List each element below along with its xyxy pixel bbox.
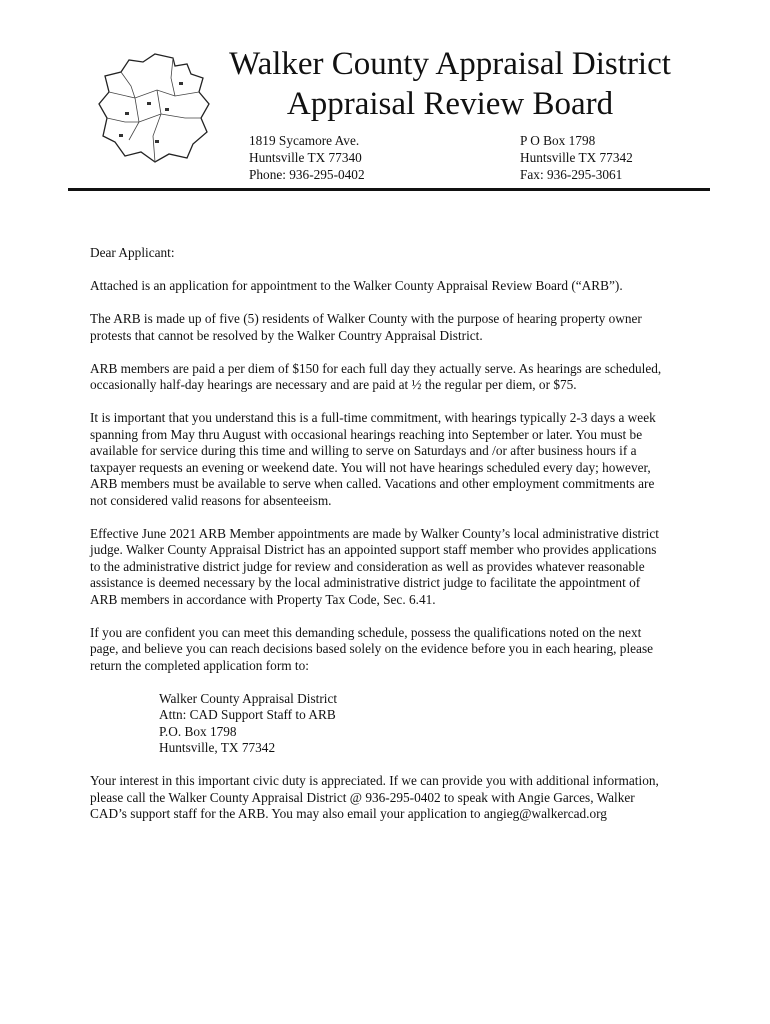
- paragraph-per-diem: ARB members are paid a per diem of $150 for each full day they actually serve. As hearings are scheduled, occasionally half-day hearings are necessary and are paid at ½ the regular per diem, or $75.: [90, 360, 662, 392]
- letter-body: [90, 245, 665, 839]
- header-divider: [68, 188, 710, 191]
- salutation: Dear Applicant:: [90, 245, 175, 260]
- street-address: [249, 132, 365, 183]
- organization-name: Walker County Appraisal District: [229, 46, 671, 82]
- letterhead-title: [200, 44, 700, 124]
- phone-line: Phone: 936-295-0402: [249, 167, 365, 182]
- paragraph-intro: Attached is an application for appointment to the Walker County Appraisal Review Board (“ARB”).: [90, 278, 623, 293]
- county-map-icon: [95, 52, 213, 164]
- street-line: 1819 Sycamore Ave.: [249, 133, 360, 148]
- return-address-block: [90, 691, 665, 757]
- return-address-line: Walker County Appraisal District: [159, 690, 338, 706]
- return-address-line: Huntsville, TX 77342: [159, 740, 276, 755]
- city-line: Huntsville TX 77342: [520, 150, 633, 165]
- board-name: Appraisal Review Board: [286, 86, 614, 122]
- return-address-line: P.O. Box 1798: [159, 723, 237, 739]
- paragraph-commitment: It is important that you understand this is a full-time commitment, with hearings typically 2-3 days a week spanning from May thru August with occasional hearings reaching into September or later. You must be available for service during this time and willing to serve on Saturdays and /or after business hours if a taxpayer requests an evening or weekend date. You will not have hearings scheduled every day; however, ARB members must be available to serve when called. Vacations and other employment commitments are not considered valid reasons for absenteeism.: [90, 410, 656, 508]
- return-address-line: Attn: CAD Support Staff to ARB: [159, 707, 336, 722]
- city-line: Huntsville TX 77340: [249, 150, 362, 165]
- mailing-address: [520, 132, 633, 183]
- fax-line: Fax: 936-295-3061: [520, 167, 623, 182]
- paragraph-composition: The ARB is made up of five (5) residents of Walker County with the purpose of hearing property owner protests that cannot be resolved by the Walker Country Appraisal District.: [90, 311, 642, 343]
- paragraph-appointments: Effective June 2021 ARB Member appointments are made by Walker County’s local administrative district judge. Walker County Appraisal District has an appointed support staff member who provides applications to the administrative district judge for review and consideration as well as provides whatever reasonable assistance is deemed necessary by the local administrative district judge to facilitate the appointment of ARB members in accordance with Property Tax Code, Sec. 6.41.: [90, 525, 659, 607]
- paragraph-closing: Your interest in this important civic duty is appreciated. If we can provide you with additional information, please call the Walker County Appraisal District @ 936-295-0402 to speak with Angie Garces, Walker CAD’s support staff for the ARB. You may also email your application to angieg@walkercad.org: [90, 773, 659, 821]
- paragraph-return-instructions: If you are confident you can meet this demanding schedule, possess the qualifications noted on the next page, and believe you can reach decisions based solely on the evidence before you in each hearing, please return the completed application form to:: [90, 624, 654, 673]
- po-box-line: P O Box 1798: [520, 133, 596, 148]
